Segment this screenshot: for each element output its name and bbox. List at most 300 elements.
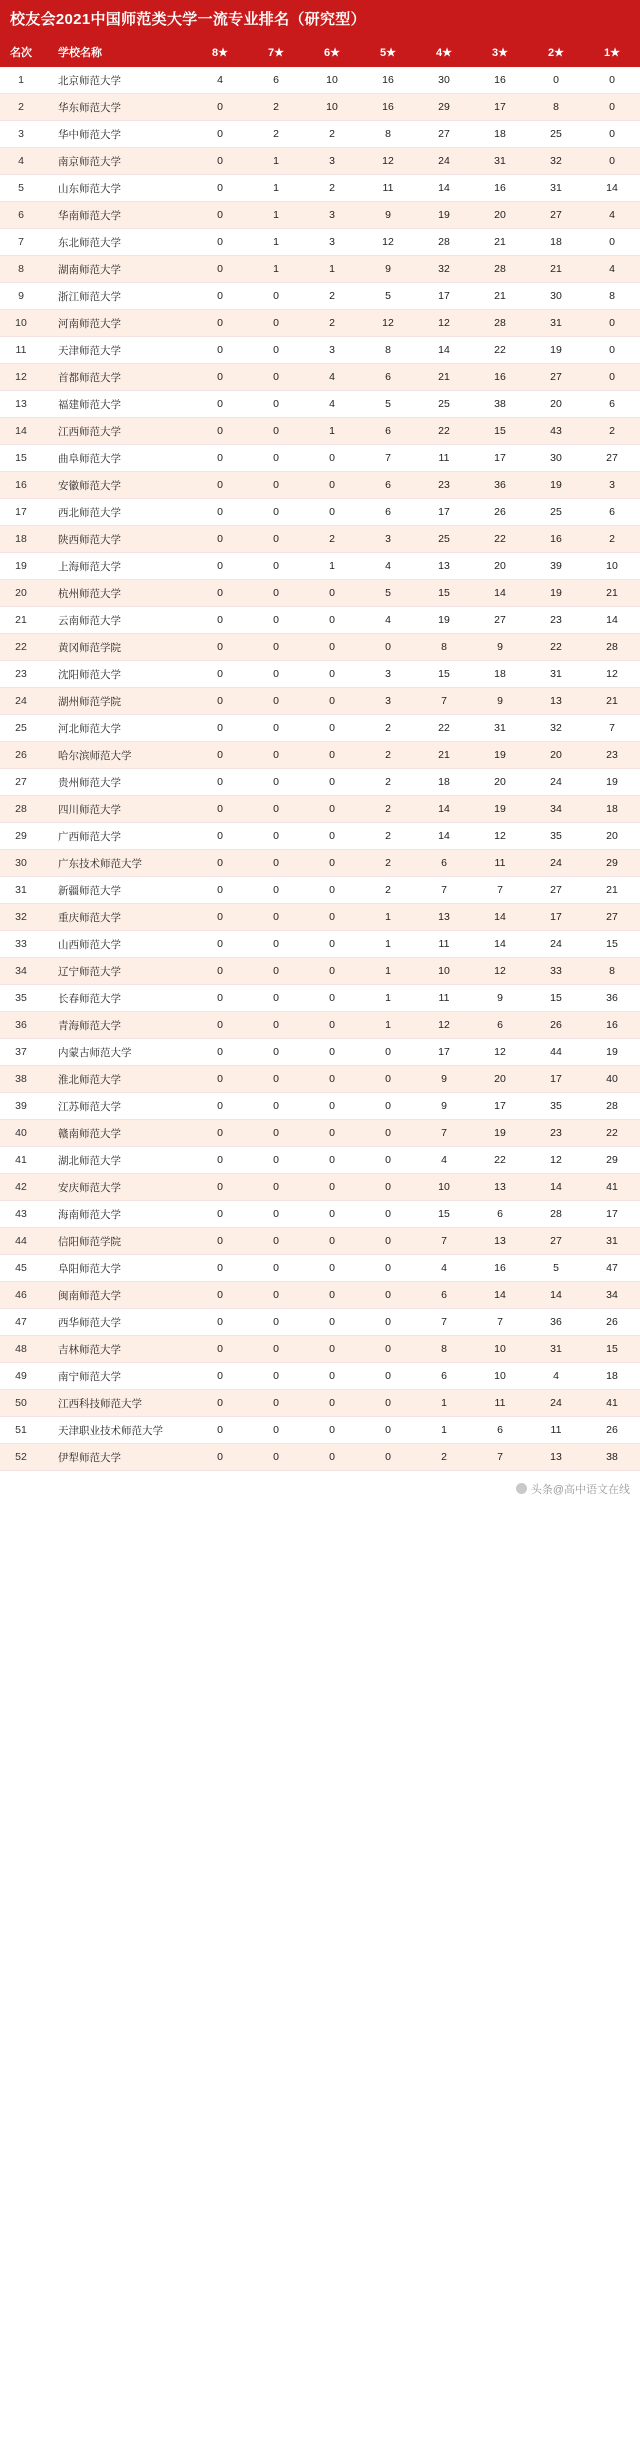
- cell-star-count: 0: [360, 1228, 416, 1255]
- cell-star-count: 9: [416, 1066, 472, 1093]
- table-row: [0, 1093, 640, 1120]
- cell-rank: 39: [0, 1093, 42, 1120]
- cell-star-count: 0: [360, 1417, 416, 1444]
- cell-star-count: 0: [248, 364, 304, 391]
- cell-star-count: 11: [360, 175, 416, 202]
- table-row: [0, 175, 640, 202]
- cell-star-count: 27: [472, 607, 528, 634]
- table-row: [0, 715, 640, 742]
- cell-star-count: 2: [584, 526, 640, 553]
- cell-star-count: 17: [472, 1093, 528, 1120]
- cell-star-count: 16: [360, 67, 416, 94]
- cell-school-name: 广东技术师范大学: [42, 850, 192, 877]
- cell-star-count: 2: [584, 418, 640, 445]
- cell-rank: 37: [0, 1039, 42, 1066]
- cell-school-name: 闽南师范大学: [42, 1282, 192, 1309]
- cell-school-name: 伊犁师范大学: [42, 1444, 192, 1471]
- cell-star-count: 0: [304, 1066, 360, 1093]
- cell-star-count: 0: [304, 1228, 360, 1255]
- cell-star-count: 18: [584, 1363, 640, 1390]
- cell-star-count: 3: [304, 337, 360, 364]
- cell-rank: 29: [0, 823, 42, 850]
- cell-star-count: 0: [192, 499, 248, 526]
- cell-star-count: 0: [192, 1282, 248, 1309]
- cell-star-count: 4: [416, 1147, 472, 1174]
- cell-star-count: 0: [360, 1309, 416, 1336]
- cell-rank: 25: [0, 715, 42, 742]
- cell-star-count: 22: [416, 418, 472, 445]
- column-header-2star: 2★: [528, 38, 584, 67]
- cell-star-count: 0: [192, 1147, 248, 1174]
- cell-star-count: 11: [416, 931, 472, 958]
- cell-star-count: 11: [528, 1417, 584, 1444]
- cell-star-count: 0: [192, 1093, 248, 1120]
- cell-star-count: 16: [528, 526, 584, 553]
- cell-star-count: 19: [472, 796, 528, 823]
- cell-star-count: 8: [584, 958, 640, 985]
- cell-star-count: 20: [472, 553, 528, 580]
- cell-star-count: 0: [248, 688, 304, 715]
- cell-rank: 40: [0, 1120, 42, 1147]
- column-header-4star: 4★: [416, 38, 472, 67]
- cell-star-count: 8: [528, 94, 584, 121]
- cell-star-count: 31: [528, 1336, 584, 1363]
- cell-star-count: 23: [584, 742, 640, 769]
- cell-star-count: 6: [584, 499, 640, 526]
- cell-rank: 48: [0, 1336, 42, 1363]
- cell-star-count: 0: [304, 742, 360, 769]
- cell-star-count: 0: [192, 256, 248, 283]
- cell-star-count: 4: [304, 391, 360, 418]
- cell-rank: 2: [0, 94, 42, 121]
- cell-star-count: 0: [192, 121, 248, 148]
- table-row: [0, 229, 640, 256]
- cell-star-count: 11: [472, 850, 528, 877]
- cell-star-count: 1: [248, 256, 304, 283]
- cell-star-count: 8: [584, 283, 640, 310]
- cell-star-count: 0: [304, 1363, 360, 1390]
- cell-star-count: 12: [472, 958, 528, 985]
- ranking-table: [0, 38, 640, 1471]
- cell-star-count: 0: [584, 148, 640, 175]
- cell-star-count: 0: [584, 94, 640, 121]
- cell-star-count: 7: [416, 1309, 472, 1336]
- cell-school-name: 江西师范大学: [42, 418, 192, 445]
- cell-star-count: 22: [472, 1147, 528, 1174]
- table-row: [0, 94, 640, 121]
- cell-rank: 12: [0, 364, 42, 391]
- cell-star-count: 0: [192, 580, 248, 607]
- table-row: [0, 1012, 640, 1039]
- cell-star-count: 0: [360, 1336, 416, 1363]
- cell-star-count: 27: [416, 121, 472, 148]
- table-row: [0, 796, 640, 823]
- cell-star-count: 14: [584, 607, 640, 634]
- cell-star-count: 25: [528, 499, 584, 526]
- cell-star-count: 0: [192, 958, 248, 985]
- cell-star-count: 0: [192, 688, 248, 715]
- cell-star-count: 20: [528, 391, 584, 418]
- cell-star-count: 19: [416, 607, 472, 634]
- cell-rank: 7: [0, 229, 42, 256]
- cell-star-count: 21: [584, 877, 640, 904]
- cell-star-count: 1: [360, 985, 416, 1012]
- cell-star-count: 0: [192, 904, 248, 931]
- column-header-5star: 5★: [360, 38, 416, 67]
- cell-star-count: 6: [584, 391, 640, 418]
- cell-star-count: 0: [192, 94, 248, 121]
- cell-star-count: 7: [416, 877, 472, 904]
- cell-star-count: 22: [416, 715, 472, 742]
- cell-star-count: 1: [416, 1390, 472, 1417]
- cell-star-count: 0: [248, 526, 304, 553]
- column-header-school: 学校名称: [42, 38, 192, 67]
- cell-star-count: 12: [472, 1039, 528, 1066]
- cell-star-count: 12: [416, 1012, 472, 1039]
- cell-school-name: 南宁师范大学: [42, 1363, 192, 1390]
- table-row: [0, 553, 640, 580]
- cell-rank: 23: [0, 661, 42, 688]
- cell-star-count: 4: [360, 607, 416, 634]
- cell-school-name: 浙江师范大学: [42, 283, 192, 310]
- cell-star-count: 30: [528, 283, 584, 310]
- cell-school-name: 天津师范大学: [42, 337, 192, 364]
- cell-school-name: 江西科技师范大学: [42, 1390, 192, 1417]
- cell-school-name: 信阳师范学院: [42, 1228, 192, 1255]
- cell-star-count: 0: [304, 634, 360, 661]
- cell-star-count: 0: [248, 1444, 304, 1471]
- cell-star-count: 0: [304, 580, 360, 607]
- cell-star-count: 0: [248, 337, 304, 364]
- cell-star-count: 0: [248, 283, 304, 310]
- cell-star-count: 0: [304, 1309, 360, 1336]
- cell-star-count: 18: [472, 661, 528, 688]
- cell-star-count: 0: [192, 1417, 248, 1444]
- cell-star-count: 17: [472, 94, 528, 121]
- cell-star-count: 17: [416, 283, 472, 310]
- cell-star-count: 41: [584, 1174, 640, 1201]
- cell-star-count: 0: [192, 1255, 248, 1282]
- cell-rank: 42: [0, 1174, 42, 1201]
- cell-star-count: 0: [360, 1444, 416, 1471]
- column-header-3star: 3★: [472, 38, 528, 67]
- cell-star-count: 24: [528, 769, 584, 796]
- cell-star-count: 3: [304, 202, 360, 229]
- cell-star-count: 21: [416, 364, 472, 391]
- cell-rank: 38: [0, 1066, 42, 1093]
- cell-rank: 15: [0, 445, 42, 472]
- cell-star-count: 18: [584, 796, 640, 823]
- table-row: [0, 310, 640, 337]
- table-row: [0, 1336, 640, 1363]
- cell-star-count: 0: [248, 1390, 304, 1417]
- cell-star-count: 30: [528, 445, 584, 472]
- cell-star-count: 9: [472, 688, 528, 715]
- cell-star-count: 2: [416, 1444, 472, 1471]
- cell-star-count: 16: [472, 364, 528, 391]
- cell-star-count: 0: [248, 418, 304, 445]
- cell-school-name: 新疆师范大学: [42, 877, 192, 904]
- cell-star-count: 32: [528, 715, 584, 742]
- cell-star-count: 18: [416, 769, 472, 796]
- table-row: [0, 283, 640, 310]
- table-row: [0, 418, 640, 445]
- table-row: [0, 1363, 640, 1390]
- cell-star-count: 0: [304, 1282, 360, 1309]
- cell-star-count: 0: [248, 823, 304, 850]
- table-row: [0, 1228, 640, 1255]
- cell-star-count: 0: [192, 850, 248, 877]
- cell-star-count: 20: [472, 202, 528, 229]
- cell-school-name: 上海师范大学: [42, 553, 192, 580]
- cell-star-count: 0: [248, 607, 304, 634]
- cell-star-count: 6: [472, 1201, 528, 1228]
- cell-star-count: 25: [416, 391, 472, 418]
- cell-star-count: 13: [472, 1174, 528, 1201]
- cell-school-name: 广西师范大学: [42, 823, 192, 850]
- cell-star-count: 2: [304, 310, 360, 337]
- cell-star-count: 16: [472, 67, 528, 94]
- cell-star-count: 3: [360, 661, 416, 688]
- cell-star-count: 12: [360, 229, 416, 256]
- cell-star-count: 11: [472, 1390, 528, 1417]
- cell-star-count: 0: [192, 769, 248, 796]
- table-row: [0, 769, 640, 796]
- cell-star-count: 0: [192, 985, 248, 1012]
- cell-star-count: 0: [192, 1390, 248, 1417]
- cell-star-count: 9: [360, 202, 416, 229]
- cell-star-count: 0: [304, 1201, 360, 1228]
- cell-school-name: 华东师范大学: [42, 94, 192, 121]
- cell-star-count: 0: [248, 850, 304, 877]
- cell-star-count: 0: [192, 1174, 248, 1201]
- cell-star-count: 14: [472, 1282, 528, 1309]
- table-row: [0, 472, 640, 499]
- cell-rank: 28: [0, 796, 42, 823]
- cell-star-count: 38: [472, 391, 528, 418]
- cell-star-count: 0: [584, 229, 640, 256]
- cell-star-count: 39: [528, 553, 584, 580]
- cell-star-count: 6: [472, 1012, 528, 1039]
- cell-star-count: 0: [248, 1120, 304, 1147]
- cell-rank: 45: [0, 1255, 42, 1282]
- cell-rank: 10: [0, 310, 42, 337]
- cell-star-count: 16: [584, 1012, 640, 1039]
- cell-school-name: 江苏师范大学: [42, 1093, 192, 1120]
- cell-star-count: 0: [304, 661, 360, 688]
- cell-star-count: 21: [584, 580, 640, 607]
- table-row: [0, 256, 640, 283]
- cell-star-count: 6: [360, 418, 416, 445]
- column-header-6star: 6★: [304, 38, 360, 67]
- cell-star-count: 19: [528, 472, 584, 499]
- cell-star-count: 7: [472, 1309, 528, 1336]
- cell-rank: 30: [0, 850, 42, 877]
- cell-star-count: 2: [304, 526, 360, 553]
- cell-star-count: 12: [584, 661, 640, 688]
- cell-star-count: 23: [528, 1120, 584, 1147]
- cell-star-count: 31: [528, 175, 584, 202]
- cell-star-count: 28: [528, 1201, 584, 1228]
- cell-school-name: 湖州师范学院: [42, 688, 192, 715]
- cell-star-count: 0: [192, 445, 248, 472]
- cell-school-name: 哈尔滨师范大学: [42, 742, 192, 769]
- cell-star-count: 13: [416, 904, 472, 931]
- cell-star-count: 2: [304, 121, 360, 148]
- cell-star-count: 2: [360, 742, 416, 769]
- cell-star-count: 22: [472, 337, 528, 364]
- table-row: [0, 1444, 640, 1471]
- cell-star-count: 0: [304, 715, 360, 742]
- cell-star-count: 0: [248, 1336, 304, 1363]
- cell-star-count: 26: [528, 1012, 584, 1039]
- cell-star-count: 19: [584, 1039, 640, 1066]
- cell-school-name: 长春师范大学: [42, 985, 192, 1012]
- cell-star-count: 0: [192, 823, 248, 850]
- cell-star-count: 0: [192, 931, 248, 958]
- cell-star-count: 0: [248, 769, 304, 796]
- cell-star-count: 15: [416, 1201, 472, 1228]
- cell-rank: 31: [0, 877, 42, 904]
- cell-school-name: 天津职业技术师范大学: [42, 1417, 192, 1444]
- cell-star-count: 10: [416, 958, 472, 985]
- cell-star-count: 0: [360, 1039, 416, 1066]
- cell-star-count: 0: [248, 310, 304, 337]
- table-row: [0, 121, 640, 148]
- cell-star-count: 4: [584, 256, 640, 283]
- cell-star-count: 43: [528, 418, 584, 445]
- cell-star-count: 0: [248, 715, 304, 742]
- cell-star-count: 0: [304, 823, 360, 850]
- cell-star-count: 3: [304, 229, 360, 256]
- cell-star-count: 23: [528, 607, 584, 634]
- cell-rank: 4: [0, 148, 42, 175]
- cell-star-count: 19: [528, 337, 584, 364]
- cell-star-count: 13: [416, 553, 472, 580]
- cell-star-count: 0: [360, 1147, 416, 1174]
- cell-school-name: 辽宁师范大学: [42, 958, 192, 985]
- cell-star-count: 10: [304, 67, 360, 94]
- cell-star-count: 14: [416, 175, 472, 202]
- cell-star-count: 0: [192, 1120, 248, 1147]
- column-header-8star: 8★: [192, 38, 248, 67]
- cell-star-count: 10: [304, 94, 360, 121]
- cell-star-count: 1: [304, 256, 360, 283]
- cell-star-count: 2: [360, 877, 416, 904]
- cell-star-count: 7: [472, 1444, 528, 1471]
- cell-star-count: 19: [416, 202, 472, 229]
- cell-rank: 3: [0, 121, 42, 148]
- cell-star-count: 0: [304, 850, 360, 877]
- cell-star-count: 0: [192, 553, 248, 580]
- table-row: [0, 904, 640, 931]
- cell-star-count: 0: [192, 715, 248, 742]
- cell-star-count: 0: [192, 526, 248, 553]
- cell-star-count: 38: [584, 1444, 640, 1471]
- cell-star-count: 0: [248, 661, 304, 688]
- cell-star-count: 0: [304, 796, 360, 823]
- cell-school-name: 阜阳师范大学: [42, 1255, 192, 1282]
- cell-star-count: 2: [248, 121, 304, 148]
- cell-star-count: 27: [584, 904, 640, 931]
- table-row: [0, 1255, 640, 1282]
- cell-school-name: 内蒙古师范大学: [42, 1039, 192, 1066]
- cell-star-count: 0: [248, 1201, 304, 1228]
- cell-star-count: 0: [192, 1012, 248, 1039]
- cell-star-count: 22: [472, 526, 528, 553]
- table-row: [0, 148, 640, 175]
- cell-rank: 36: [0, 1012, 42, 1039]
- cell-star-count: 6: [360, 472, 416, 499]
- cell-school-name: 山西师范大学: [42, 931, 192, 958]
- cell-star-count: 19: [472, 1120, 528, 1147]
- cell-star-count: 4: [416, 1255, 472, 1282]
- cell-star-count: 1: [304, 553, 360, 580]
- cell-star-count: 7: [472, 877, 528, 904]
- cell-star-count: 8: [360, 121, 416, 148]
- cell-star-count: 22: [528, 634, 584, 661]
- cell-star-count: 0: [248, 877, 304, 904]
- table-row: [0, 877, 640, 904]
- cell-star-count: 12: [416, 310, 472, 337]
- cell-star-count: 0: [360, 1282, 416, 1309]
- cell-star-count: 3: [360, 688, 416, 715]
- cell-star-count: 21: [472, 229, 528, 256]
- cell-star-count: 0: [192, 229, 248, 256]
- cell-school-name: 首都师范大学: [42, 364, 192, 391]
- table-row: [0, 958, 640, 985]
- page-title: 校友会2021中国师范类大学一流专业排名（研究型）: [0, 0, 640, 38]
- cell-star-count: 20: [528, 742, 584, 769]
- cell-school-name: 贵州师范大学: [42, 769, 192, 796]
- table-row: [0, 337, 640, 364]
- cell-star-count: 4: [304, 364, 360, 391]
- cell-school-name: 南京师范大学: [42, 148, 192, 175]
- cell-star-count: 14: [472, 904, 528, 931]
- cell-school-name: 西北师范大学: [42, 499, 192, 526]
- cell-rank: 24: [0, 688, 42, 715]
- cell-star-count: 21: [584, 688, 640, 715]
- cell-rank: 27: [0, 769, 42, 796]
- table-row: [0, 391, 640, 418]
- cell-star-count: 1: [248, 148, 304, 175]
- cell-star-count: 14: [472, 931, 528, 958]
- cell-star-count: 20: [584, 823, 640, 850]
- cell-star-count: 0: [360, 1201, 416, 1228]
- cell-star-count: 0: [192, 742, 248, 769]
- cell-star-count: 8: [360, 337, 416, 364]
- cell-star-count: 25: [416, 526, 472, 553]
- cell-star-count: 1: [360, 1012, 416, 1039]
- cell-star-count: 0: [584, 310, 640, 337]
- cell-star-count: 0: [360, 1120, 416, 1147]
- cell-star-count: 11: [416, 445, 472, 472]
- cell-star-count: 20: [472, 1066, 528, 1093]
- cell-rank: 33: [0, 931, 42, 958]
- cell-star-count: 17: [584, 1201, 640, 1228]
- cell-star-count: 12: [360, 148, 416, 175]
- cell-star-count: 0: [248, 1255, 304, 1282]
- cell-star-count: 27: [584, 445, 640, 472]
- cell-star-count: 0: [360, 1174, 416, 1201]
- cell-star-count: 0: [192, 391, 248, 418]
- cell-star-count: 0: [192, 148, 248, 175]
- table-row: [0, 1201, 640, 1228]
- cell-star-count: 29: [416, 94, 472, 121]
- cell-star-count: 0: [304, 1120, 360, 1147]
- cell-star-count: 28: [416, 229, 472, 256]
- cell-school-name: 安庆师范大学: [42, 1174, 192, 1201]
